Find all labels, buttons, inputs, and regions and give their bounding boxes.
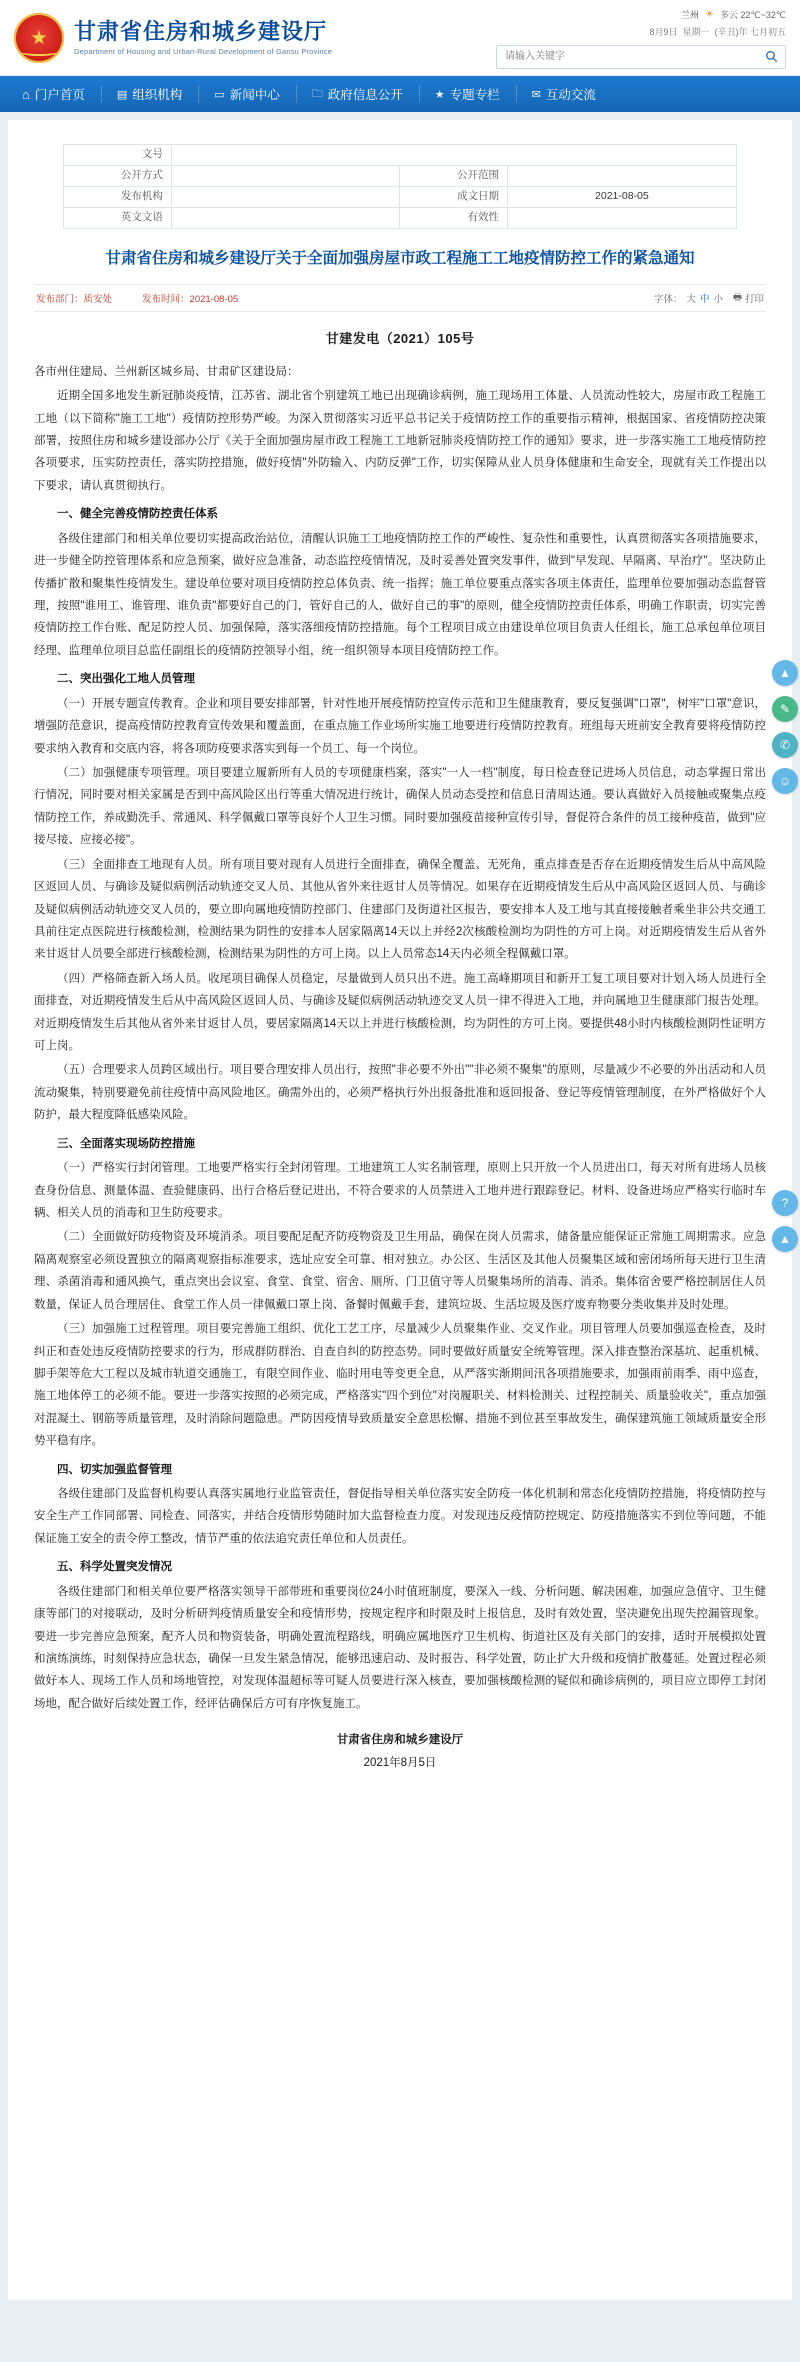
nav-label-1: 组织机构 [132,88,183,102]
paragraph-8: （五）合理要求人员跨区域出行。项目要合理安排人员出行，按照"非必要不外出""非必须不聚集"的原则，尽量减少不必要的外出活动和人员流动聚集，特别要避免前往疫情中高风险地区。确需外出的，必须严格执行外出报备批准和返回报备、登记等疫情管理制度，在外严格做好个人防护，最大程度降低感染风险。 [34,1064,766,1122]
heading-15: 五、科学处置突发情况 [57,1561,172,1574]
nav-item-government-info[interactable] [296,76,419,112]
publish-date-info [142,291,238,305]
table-row [64,145,736,166]
meta-value-gongkai-fangshi [171,166,400,187]
meta-value-gongkai-fanwei [508,166,737,187]
signature-date: 2021年8月5日 [363,1757,437,1770]
heading-1: 一、健全完善疫情防控责任体系 [57,508,218,521]
print-button[interactable] [733,290,764,306]
paragraph-12: （三）加强施工过程管理。项目要完善施工组织、优化工艺工序，尽量减少人员聚集作业、交叉作业。项目管理人员要加强巡查检查，及时纠正和查处违反疫情防控要求的行为，形成群防群治、自查自纠的防控态势。同时要做好质量安全统筹管理。深入排查整治深基坑、起重机械、脚手架等危大工程以及城市轨道交通施工，有限空间作业、临时用电等变更全息，从严落实渐期间汛各项措施要求，加强雨前雨季、雨中巡查，施工地体停工的必须不能。要进一步落实按照的必须完成，严格落实"四个到位"对岗履职关、材料检测关、过程控制关、质量验收关"，重点加强对混凝土、钢筋等质量管理，及时消除问题隐患。严防因疫情导致质量安全意思松懈、措施不到位甚至事故发生，确保建筑施工领域质量安全形势平稳有序。 [34,1323,766,1448]
nav-label-2: 新闻中心 [229,88,280,102]
heading-13: 四、切实加强监督管理 [57,1463,172,1476]
site-header [0,0,800,76]
nav-item-organization[interactable] [101,76,198,112]
meta-label-wenhao: 文号 [64,145,172,166]
sunny-icon: ☀ [705,8,714,20]
paragraph-11: （二）全面做好防疫物资及环境消杀。项目要配足配齐防疫物资及卫生用品，确保在岗人员需求，储备量应能保证正常施工周期需求。应急隔离观察室必须设置独立的隔离观察指标准要求，选址应安全可靠、相对独立。办公区、生活区及其他人员聚集区域和密闭场所每天进行卫生清理、杀菌消毒和通风换气，重点突出会议室、食堂、食堂、宿舍、厕所、门卫值守等人员聚集场所的消毒、消杀。集体宿舍要严格控制居住人员数量，保证人员合理居住、食堂工作人员一律佩戴口罩上岗、备餐时佩戴手套，建筑垃圾、生活垃圾及医疗废弃物要分类收集并及时处理。 [34,1231,766,1311]
meta-label-youxiaoxing: 有效性 [400,208,508,229]
document-subbar [34,284,766,312]
fontsize-option-medium[interactable]: 中 [699,293,710,305]
table-row [64,208,736,229]
meta-label-fabu-jigou: 发布机构 [64,187,172,208]
nav-label-4: 专题专栏 [449,88,500,102]
side-rail-top [772,660,798,804]
search-box[interactable] [496,45,786,69]
paragraph-16: 各级住建部门和相关单位要严格落实领导干部带班和重要岗位24小时值班制度，要深入一线、分析问题、解决困难，加强应急值守、卫生健康等部门的对接联动，及时分析研判疫情质量安全和疫情形势，按规定程序和时限及时上报信息，及时有效处置，坚决避免出现失控漏管现象。要进一步完善应急预案，配齐人员和物资装备，明确处置流程路线，明确应属地医疗卫生机构、街道社区及有关部门的安排，适时开展模拟处置和演练演练，时刻保持应急状态，确保一旦发生紧急情况，能够迅速启动、及时报告、科学处置，防止扩大升级和疫情扩散蔓延。处置过程必须做好本人、现场工作人员和场地管控，对发现体温超标等可疑人员要进行深入核查，要加强核酸检测的疑似和确诊病例的，项目应立即停工封闭场地，配合做好后续处置工作，经评估确保后方可有序恢复施工。 [34,1585,766,1710]
publish-date-label: 发布时间： [142,293,190,305]
meta-label-chengwen-riqi: 成文日期 [400,187,508,208]
table-row [64,166,736,187]
site-title-block [74,20,332,56]
nav-item-special-topics[interactable] [419,76,516,112]
paragraph-4: （一）开展专题宣传教育。企业和项目要安排部署，针对性地开展疫情防控宣传示范和卫生健康教育，要反复强调"口罩"，树牢"口罩"意识，增强防范意识，提高疫情防控教育宣传效果和覆盖面，在重点施工作业场所实施工地要进行疫情防控教育。班组每天班前安全教育要将疫情防控要求纳入教育和交底内容，将各项防疫要求落实到每一个员工、每一个岗位。 [34,697,766,755]
fontsize-option-large[interactable]: 大 [686,293,696,305]
meta-value-wenhao [171,145,736,166]
paragraph-6: （三）全面排查工地现有人员。所有项目要对现有人员进行全面排查，确保全覆盖、无死角，重点排查是否存在近期疫情发生后从中高风险区返回人员、与确诊及疑似病例活动轨迹交叉人员、其他从省外来往返甘人员等情况。如果存在近期疫情发生后从中高风险区返回人员、与确诊及疑似病例活动轨迹交叉人员的，要立即向属地疫情防控部门、住建部门及街道社区报告，要安排本人及工地与其直接接触者乘坐非公共交通工具前往定点医院进行核酸检测，检测结果为阴性的安排本人居家隔离14天以上并经2次核酸检测均为阴性的方可上岗。对近期疫情发生后从省外来甘返甘人员要全部进行核酸检测，检测结果为阴性的方可上岗。以上人员常态14天内必须全程佩戴口罩。 [34,858,766,961]
up-arrow-icon[interactable]: ▲ [772,660,798,686]
heading-9: 三、全面落实现场防控措施 [57,1137,195,1150]
news-icon: ▭ [214,88,225,101]
top-icon[interactable]: ▲ [772,1226,798,1252]
nav-label-3: 政府信息公开 [327,88,403,102]
comment-icon[interactable]: ✎ [772,696,798,722]
meta-label-gongkai-fanwei: 公开范围 [400,166,508,187]
wechat-icon[interactable]: ✆ [772,732,798,758]
print-label: 打印 [744,293,764,305]
nav-label-0: 门户首页 [34,88,85,102]
meta-value-fabu-jigou [171,187,400,208]
home-icon: ⌂ [22,86,30,102]
fontsize-label: 字体： [653,293,683,305]
signature-org: 甘肃省住房和城乡建设厅 [336,1734,464,1747]
side-rail-bottom [772,1190,798,1262]
salutation: 各市州住建局、兰州新区城乡局、甘肃矿区建设局： [34,365,299,378]
folder-icon: 🗀 [311,87,323,100]
fontsize-option-small[interactable]: 小 [713,293,724,305]
fontsize-switcher[interactable] [654,291,723,305]
person-icon[interactable]: ☺ [772,768,798,794]
meta-label-yingwen: 英文文语 [64,208,172,229]
weather-temp: 多云 22℃~32℃ [720,9,786,20]
date-gregorian: 8月9日 [649,26,678,37]
paragraph-2: 各级住建部门和相关单位要切实提高政治站位，清醒认识施工工地疫情防控工作的严峻性、复杂性和重要性，认真贯彻落实各项措施要求，进一步健全防控管理体系和应急预案，做好应急准备，动态监控疫情情况，及时妥善处置突发事件，做到"早发现、早隔离、早治疗"。坚决防止传播扩散和聚集性疫情发生。建设单位要对项目疫情防控总体负责、统一指挥；施工单位要重点落实各项主体责任，监理单位要加强动态监督管理，按照"谁用工、谁管理、谁负责"都要好自己的门，管好自己的人，做好自己的事"的原则，健全疫情防控责任体系，明确工作职责，切实完善疫情防控工作台账、配足防控人员、加强保障，落实落细疫情防控措施。每个工程项目成立由建设单位项目负责人任组长，施工总承包单位项目经理、监理单位项目总监任副组长的疫情防控领导小组，统一组织领导本项目疫情防控工作。 [34,532,766,657]
document-meta-table [63,144,736,229]
meta-label-gongkai-fangshi: 公开方式 [64,166,172,187]
date-widget [649,25,786,38]
nav-item-interaction[interactable] [516,76,612,112]
publisher-value: 质安处 [83,293,113,305]
heading-3: 二、突出强化工地人员管理 [57,673,195,686]
printer-icon: 🖶 [733,291,742,303]
publish-date-value: 2021-08-05 [189,293,239,305]
nav-label-5: 互动交流 [545,88,596,102]
table-row [64,187,736,208]
meta-value-youxiaoxing [508,208,737,229]
chat-icon: ✉ [531,88,541,101]
weather-widget [681,8,786,21]
site-title-cn: 甘肃省住房和城乡建设厅 [74,18,328,44]
search-input[interactable] [503,50,763,63]
site-title-en: Department of Housing and Urban-Rural Development of Gansu Province [74,47,333,57]
header-right [486,8,786,69]
publisher-info [36,291,112,305]
nav-item-home[interactable] [6,76,101,112]
meta-value-yingwen [171,208,400,229]
paragraph-5: （二）加强健康专项管理。项目要建立履新所有人员的专项健康档案，落实"一人一档"制度，每日检查登记进场人员信息，动态掌握日常出行情况，同时要对相关家属是否到中高风险区出行等重大情况进行统计，确保人员动态受控和信息日清周达通。要认真做好入员接触或聚集点疫情防控工作，养成勤洗手、常通风、科学佩戴口罩等良好个人卫生习惯。同时要加强疫苗接种宣传引导，督促符合条件的员工接种疫苗，做到"应接尽接、应接必接"。 [34,766,766,847]
search-icon[interactable] [763,49,779,65]
nav-item-news[interactable] [198,76,295,112]
emblem-star-icon: ★ [30,27,48,49]
signature-block [34,1729,766,1775]
date-weekday: 星期一 [682,26,710,37]
question-icon[interactable]: ? [772,1190,798,1216]
weather-city: 兰州 [681,9,700,20]
paragraph-14: 各级住建部门及监督机构要认真落实属地行业监管责任，督促指导相关单位落实安全防疫一体化机制和常态化疫情防控措施，将疫情防控与安全生产工作同部署、同检查、同落实，并结合疫情形势随时加大监督检查力度。对发现违反疫情防控规定、防疫措施落实不到位等问题，不能保证施工安全的责令停工整改，情节严重的依法追究责任单位和人员责任。 [34,1488,766,1545]
document-page [8,120,792,2300]
document-number: 甘建发电（2021）105号 [325,330,475,346]
national-emblem-icon [14,13,64,63]
paragraph-7: （四）严格筛查新入场人员。收尾项目确保人员稳定，尽量做到人员只出不进。施工高峰期项目和新开工复工项目要对计划入场人员进行全面排查，对近期疫情发生后从中高风险区返回人员、与确诊及疑似病例活动轨迹交叉人员一律不得进入工地，并向属地卫生健康部门报告处理。对近期疫情发生后其他从省外来甘返甘人员，要居家隔离14天以上并进行核酸检测，均为阴性的方可上岗。要提供48小时内核酸检测阴性证明方可上岗。 [34,972,766,1053]
main-nav [0,76,800,112]
building-icon: ▤ [116,88,128,101]
paragraph-0: 近期全国多地发生新冠肺炎疫情，江苏省、湖北省个别建筑工地已出现确诊病例，施工现场用工体量、人员流动性较大，房屋市政工程施工工地（以下简称"施工工地"）疫情防控形势严峻。为深入贯彻落实习近平总书记关于疫情防控工作的重要指示精神，根据国家、省疫情防控决策部署，按照住房和城乡建设部办公厅《关于全面加强房屋市政工程施工工地新冠肺炎疫情防控工作的通知》要求，进一步落实施工工地疫情防控各项要求，压实防控责任，落实防控措施，做好疫情"外防输入、内防反弹"工作，切实保障从业人员身体健康和生命安全，现就有关工作提出以下要求，请认真贯彻执行。 [34,390,766,492]
date-lunar: (辛丑)年 七月初五 [714,26,786,37]
meta-value-chengwen-riqi: 2021-08-05 [508,187,737,208]
star-icon: ★ [434,88,445,101]
publisher-label: 发布部门： [36,293,84,305]
page-title: 甘肃省住房和城乡建设厅关于全面加强房屋市政工程施工工地疫情防控工作的紧急通知 [105,250,695,267]
paragraph-10: （一）严格实行封闭管理。工地要严格实行全封闭管理。工地建筑工人实名制管理，原则上只开放一个人员进出口，每天对所有进场人员核查身份信息、测量体温、查验健康码、出行合格后登记进出，不符合要求的人员禁进入工地并进行跟踪登记。材料、设备进场应严格实行临时车辆、相关人员的消毒和卫生防疫要求。 [34,1162,766,1219]
